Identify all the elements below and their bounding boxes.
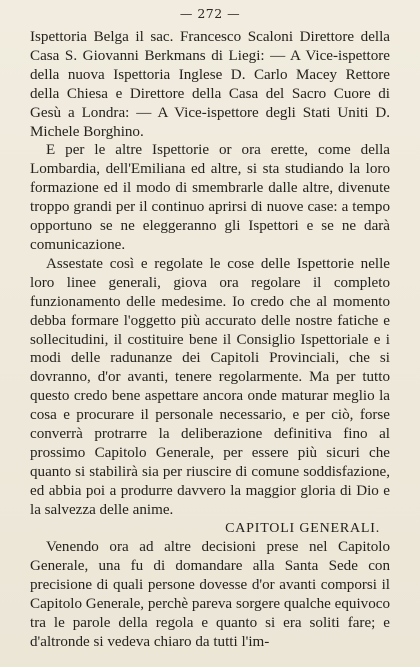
paragraph-1: Ispettoria Belga il sac. Francesco Scaloni Direttore della Casa S. Giovanni Berkmans di Liegi: — A Vice-ispettore della nuova Ispettoria Inglese D. Carlo Macey Rettore della Chiesa e Direttore della Casa del Sacro Cuore di Gesù a Londra: — A Vice-ispettore degli Stati Uniti D. Michele Borghino. bbox=[30, 29, 390, 140]
page-number: — 272 — bbox=[179, 6, 241, 21]
paragraph-3: Assestate così e regolate le cose delle Ispettorie nelle loro linee generali, giova ora regolare il completo funzionamento delle medesime. Io credo che al momento debba formare l'oggetto più accurato delle nostre fatiche e sollecitudini, il costituire bene il Consiglio Ispettoriale e i modi delle radunanze dei Capitoli Provinciali, che si dovranno, d'or avanti, tenere regolarmente. Ma per tutto questo credo bene aspettare ancora onde maturar meglio la cosa e procurare il personale necessario, e per ciò, forse converrà protrarre la deliberazione definitiva fino al prossimo Capitolo Generale, per essere più sicuri che quanto si stabilirà sia per riuscire di comune soddisfazione, ed abbia poi a produrre davvero la maggior gloria di Dio e la salvezza delle anime. bbox=[30, 255, 390, 518]
section-heading: CAPITOLI GENERALI. bbox=[225, 520, 380, 536]
body-text bbox=[30, 28, 390, 652]
paragraph-4: Venendo ora ad altre decisioni prese nel Capitolo Generale, una fu di domandare alla Santa Sede con precisione di quali persone dovesse d'or avanti comporsi il Capitolo Generale, perchè pareva sorgere qualche equivoco tra le parole della regola e quanto si era soliti fare; e d'altronde si vedeva chiaro da tutti l'im- bbox=[30, 539, 390, 650]
paragraph-2: E per le altre Ispettorie or ora erette, come della Lombardia, dell'Emiliana ed altre, si sta studiando la loro formazione ed il modo di smembrarle dalle altre, divenute troppo grandi per il continuo aprirsi di nuove case: a tempo opportuno se ne eleggeranno gli Ispettori e se ne darà comunicazione. bbox=[30, 142, 390, 253]
